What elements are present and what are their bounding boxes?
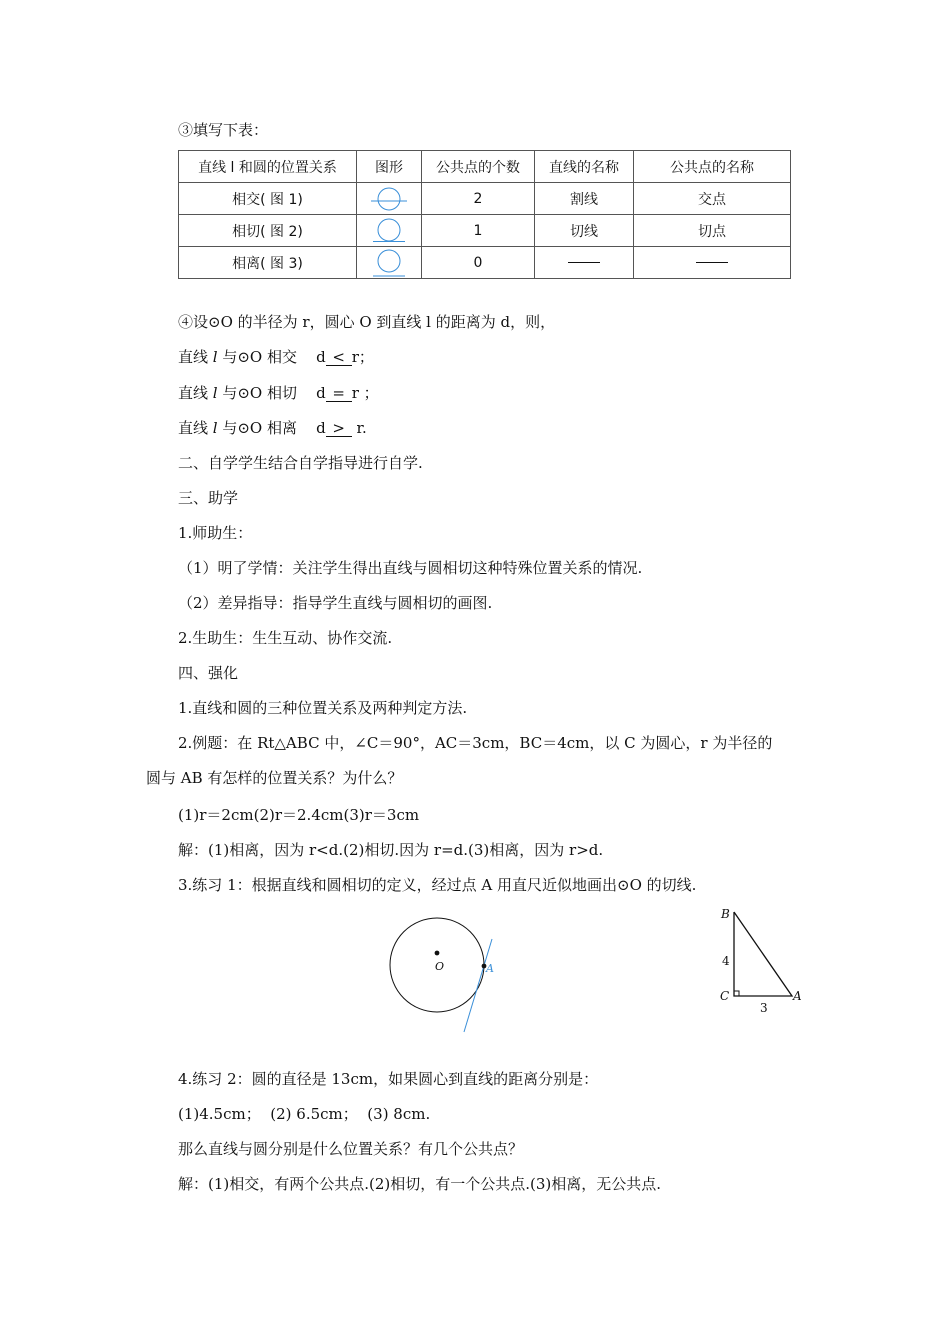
section-3: 三、助学	[178, 489, 239, 507]
paragraph-1b: （2）差异指导：指导学生直线与圆相切的画图.	[178, 594, 493, 612]
question-2-line1: 2.例题：在 Rt△ABC 中，∠C＝90°，AC＝3cm，BC＝4cm，以 C 为圆心，r 为半径的	[178, 734, 773, 752]
cell-relation: 相离( 图 3)	[179, 247, 357, 279]
position-table	[178, 150, 791, 279]
header-point-name: 公共点的名称	[634, 151, 791, 183]
table-row	[179, 215, 791, 247]
circle-tangent-figure	[380, 902, 510, 1034]
secant-figure-icon	[369, 185, 409, 213]
cell-line-name	[535, 247, 634, 279]
header-count: 公共点的个数	[422, 151, 535, 183]
label-b: B	[721, 907, 730, 921]
label-c: C	[720, 989, 730, 1003]
cell-point-name	[634, 247, 791, 279]
label-o: O	[435, 960, 445, 973]
dash-mark	[696, 262, 728, 263]
label-a-tri: A	[793, 989, 802, 1003]
cell-count: 1	[422, 215, 535, 247]
header-line-name: 直线的名称	[535, 151, 634, 183]
table-row	[179, 247, 791, 279]
section-2: 二、自学学生结合自学指导进行自学.	[178, 454, 423, 472]
question-2-answer: 解：(1)相离，因为 r<d.(2)相切.因为 r=d.(3)相离，因为 r>d.	[178, 841, 604, 859]
cell-figure	[357, 215, 422, 247]
question-3: 3.练习 1：根据直线和圆相切的定义，经过点 A 用直尺近似地画出⊙O 的切线.	[178, 876, 697, 894]
table-intro: ③填写下表：	[178, 121, 269, 139]
paragraph-2: 2.生助生：生生互动、协作交流.	[178, 629, 393, 647]
label-a: A	[486, 962, 494, 975]
answer-blank: <	[326, 349, 352, 366]
header-relation: 直线 l 和圆的位置关系	[179, 151, 357, 183]
separate-figure-icon	[369, 249, 409, 277]
header-figure: 图形	[357, 151, 422, 183]
relation-tangent: 直线 l 与⊙O 相切 d = r ；	[178, 384, 379, 402]
table-row	[179, 183, 791, 215]
cell-point-name: 交点	[634, 183, 791, 215]
question-4-options: (1)4.5cm； (2) 6.5cm； (3) 8cm.	[178, 1105, 431, 1123]
question-4-question: 那么直线与圆分别是什么位置关系？有几个公共点？	[178, 1140, 524, 1158]
cell-relation: 相交( 图 1)	[179, 183, 357, 215]
item4-text: ④设⊙O 的半径为 r，圆心 O 到直线 l 的距离为 d，则，	[178, 313, 556, 331]
cell-point-name: 切点	[634, 215, 791, 247]
question-4-line1: 4.练习 2：圆的直径是 13cm，如果圆心到直线的距离分别是：	[178, 1070, 599, 1088]
section-4: 四、强化	[178, 664, 239, 682]
label-side-bc: 4	[722, 954, 730, 968]
paragraph-1: 1.师助生：	[178, 524, 253, 542]
cell-line-name: 切线	[535, 215, 634, 247]
question-1: 1.直线和圆的三种位置关系及两种判定方法.	[178, 699, 468, 717]
relation-intersect: 直线 l 与⊙O 相交 d < r；	[178, 348, 374, 366]
cell-relation: 相切( 图 2)	[179, 215, 357, 247]
label-side-ca: 3	[760, 1001, 768, 1015]
tangent-figure-icon	[369, 217, 409, 245]
answer-blank: =	[326, 385, 352, 402]
cell-line-name: 割线	[535, 183, 634, 215]
paragraph-1a: （1）明了学情：关注学生得出直线与圆相切这种特殊位置关系的情况.	[178, 559, 643, 577]
cell-figure	[357, 247, 422, 279]
question-4-answer: 解：(1)相交，有两个公共点.(2)相切，有一个公共点.(3)相离，无公共点.	[178, 1175, 662, 1193]
cell-count: 2	[422, 183, 535, 215]
dash-mark	[568, 262, 600, 263]
question-2-options: (1)r＝2cm(2)r＝2.4cm(3)r＝3cm	[178, 806, 420, 824]
answer-blank: >	[326, 420, 352, 437]
question-2-line2: 圆与 AB 有怎样的位置关系？为什么？	[146, 769, 403, 787]
cell-count: 0	[422, 247, 535, 279]
right-triangle-figure	[716, 904, 808, 1016]
relation-separate: 直线 l 与⊙O 相离 d > r.	[178, 419, 367, 437]
cell-figure	[357, 183, 422, 215]
table-header-row	[179, 151, 791, 183]
